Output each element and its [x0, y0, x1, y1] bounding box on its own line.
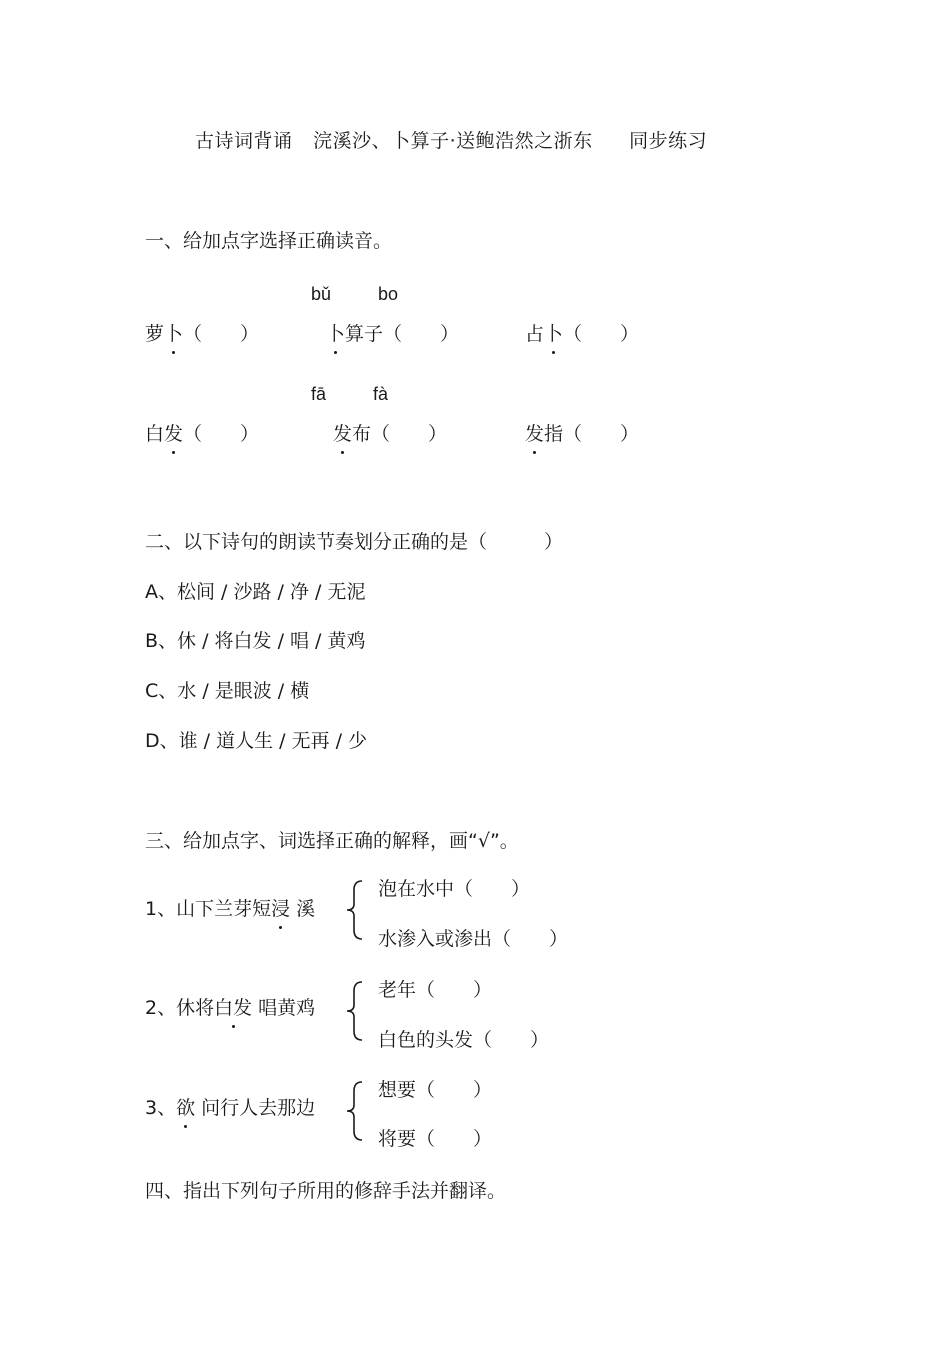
answer-blank[interactable]: （ ） — [563, 323, 640, 345]
option-text: 谁 / 道人生 / 无再 / 少 — [178, 730, 368, 752]
dotted-char: 欲 — [176, 1097, 196, 1119]
pinyin-bu: bǔ — [311, 284, 332, 304]
answer-blank[interactable]: （ ） — [371, 423, 448, 445]
definition-question: 2、休将白发 唱黄鸡 — [145, 997, 316, 1019]
dotted-char: 卜 — [164, 323, 184, 345]
definition-choice[interactable]: 水渗入或渗出（ ） — [378, 928, 569, 950]
dotted-char: 浸 — [271, 898, 291, 920]
question-number: 2、 — [145, 997, 177, 1019]
answer-blank[interactable]: （ ） — [563, 423, 640, 445]
pronunciation-item: 白发（ ） — [145, 423, 260, 445]
option-text: 水 / 是眼波 / 横 — [177, 680, 310, 702]
pinyin-bo: bo — [378, 284, 399, 304]
option-b[interactable] — [145, 629, 366, 653]
question-number: 1、 — [145, 898, 177, 920]
dotted-char: 卜 — [544, 323, 564, 345]
option-label: C、 — [145, 680, 178, 702]
brace-icon — [340, 878, 368, 942]
page-title — [195, 129, 707, 153]
pinyin-fa1: fā — [311, 384, 327, 404]
title-part-3: 同步练习 — [629, 130, 708, 152]
pronunciation-item: 萝卜（ ） — [145, 323, 260, 345]
dotted-word: 白发 — [214, 997, 253, 1019]
answer-blank[interactable]: （ ） — [183, 423, 260, 445]
definition-question: 3、欲 问行人去那边 — [145, 1097, 316, 1119]
pinyin-fa4: fà — [373, 384, 389, 404]
definition-choice[interactable]: 白色的头发（ ） — [378, 1029, 550, 1051]
title-part-2: 浣溪沙、卜算子·送鲍浩然之浙东 — [313, 130, 593, 152]
dotted-char: 发 — [333, 423, 353, 445]
pronunciation-item: 卜算子（ ） — [326, 323, 460, 345]
option-label: D、 — [145, 730, 179, 752]
dotted-char: 发 — [525, 423, 545, 445]
option-text: 休 / 将白发 / 唱 / 黄鸡 — [177, 630, 366, 652]
question-number: 3、 — [145, 1097, 177, 1119]
option-a[interactable] — [145, 580, 365, 604]
pronunciation-item: 占卜（ ） — [525, 323, 640, 345]
option-c[interactable] — [145, 679, 309, 703]
section-1-heading: 一、给加点字选择正确读音。 — [145, 230, 393, 252]
dotted-char: 发 — [164, 423, 184, 445]
option-label: B、 — [145, 630, 178, 652]
definition-choice[interactable]: 老年（ ） — [378, 979, 493, 1001]
option-d[interactable] — [145, 729, 367, 753]
pronunciation-item: 发布（ ） — [333, 423, 448, 445]
section-4-heading: 四、指出下列句子所用的修辞手法并翻译。 — [145, 1180, 507, 1202]
definition-choice[interactable]: 泡在水中（ ） — [378, 878, 531, 900]
definition-choice[interactable]: 将要（ ） — [378, 1128, 493, 1150]
option-text: 松间 / 沙路 / 净 / 无泥 — [177, 581, 366, 603]
section-3-heading: 三、给加点字、词选择正确的解释，画“√”。 — [145, 830, 519, 852]
title-part-1: 古诗词背诵 — [195, 130, 293, 152]
brace-icon — [340, 1079, 368, 1143]
dotted-char: 卜 — [326, 323, 346, 345]
option-label: A、 — [145, 581, 177, 603]
definition-choice[interactable]: 想要（ ） — [378, 1079, 493, 1101]
brace-icon — [340, 979, 368, 1043]
pronunciation-item: 发指（ ） — [525, 423, 640, 445]
answer-blank[interactable]: （ ） — [383, 323, 460, 345]
answer-blank[interactable]: （ ） — [183, 323, 260, 345]
section-2-heading: 二、以下诗句的朗读节奏划分正确的是（ ） — [145, 531, 564, 553]
definition-question: 1、山下兰芽短浸 溪 — [145, 898, 316, 920]
